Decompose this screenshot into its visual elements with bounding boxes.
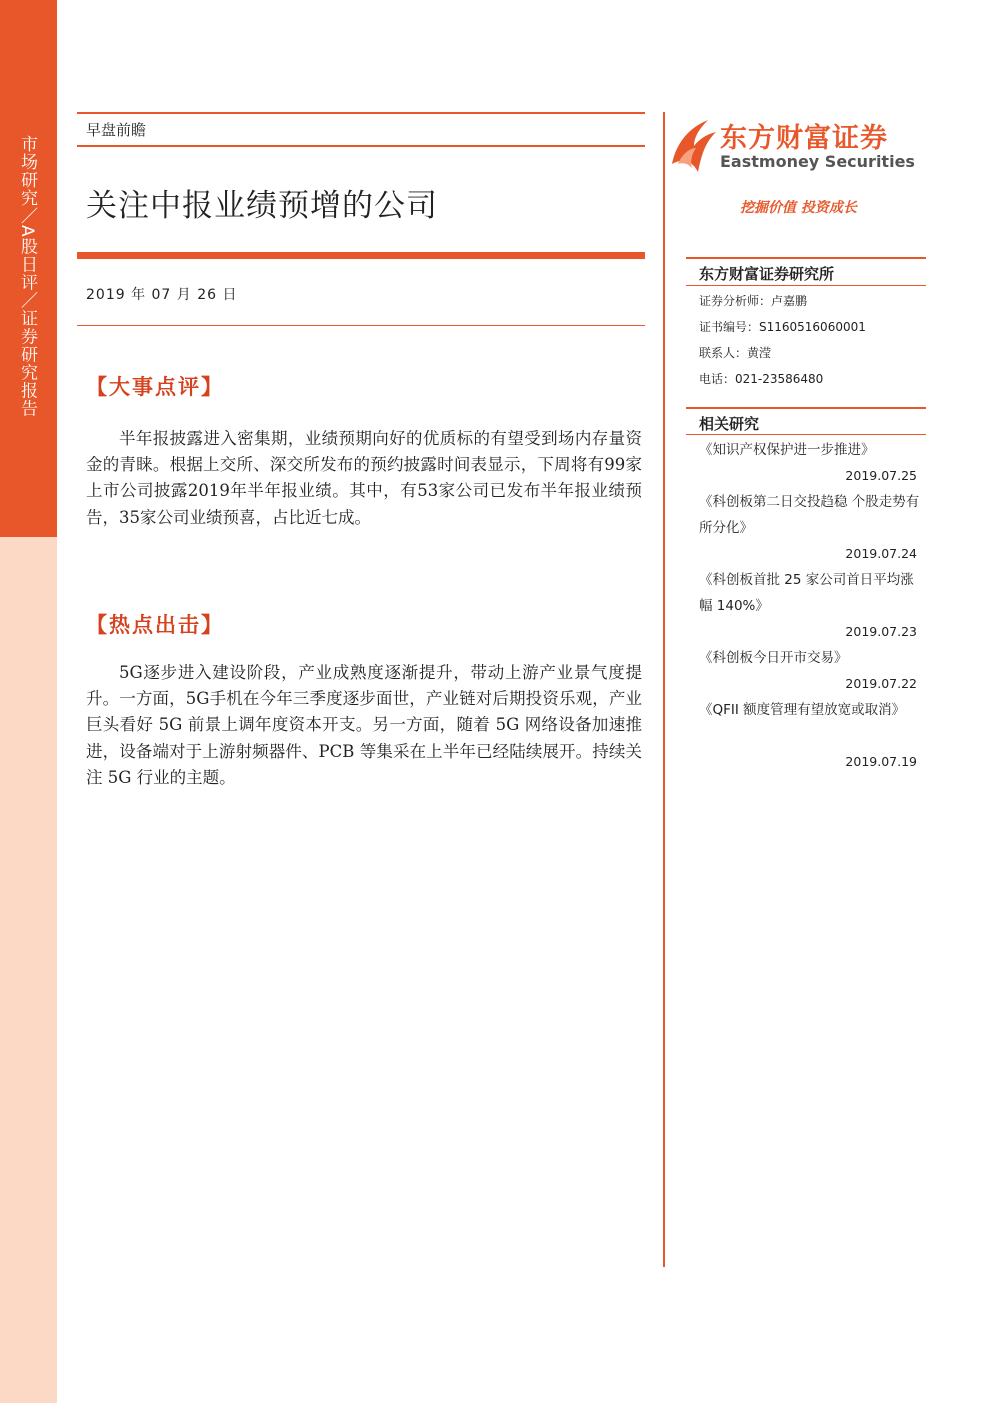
related-item-date: 2019.07.22 <box>845 676 917 691</box>
brand-name-en: Eastmoney Securities <box>720 152 915 171</box>
title-thick-rule <box>77 252 645 259</box>
brand-name-cn: 东方财富证券 <box>720 123 888 154</box>
related-heading-rule <box>686 434 926 435</box>
report-series: 早盘前瞻 <box>86 121 147 139</box>
certificate-number: 证书编号：S1160516060001 <box>699 320 866 334</box>
header-top-rule <box>77 112 645 114</box>
section-heading-hotspot: 【热点出击】 <box>86 612 224 637</box>
institute-heading-rule <box>686 285 926 286</box>
sidebar-category-text: 市场研究／A股日评／证券研究报告 <box>17 135 37 418</box>
related-item-date: 2019.07.24 <box>845 546 917 561</box>
column-divider <box>663 112 665 1267</box>
related-item-date: 2019.07.25 <box>845 468 917 483</box>
related-item-title[interactable]: 《科创板今日开市交易》 <box>699 650 848 666</box>
report-title: 关注中报业绩预增的公司 <box>86 188 438 224</box>
institute-top-rule <box>686 257 926 259</box>
related-item-title[interactable]: 《科创板第二日交投趋稳 个股走势有所分化》 <box>699 494 920 536</box>
related-item-title[interactable]: 《QFII 额度管理有望放宽或取消》 <box>699 702 906 718</box>
section-heading-major-events: 【大事点评】 <box>86 374 224 399</box>
sidebar-light <box>0 537 57 1403</box>
header-series-rule <box>77 145 645 147</box>
analyst-name: 证券分析师：卢嘉鹏 <box>699 294 808 308</box>
brand-logo <box>668 114 918 176</box>
related-item-date: 2019.07.23 <box>845 624 917 639</box>
related-item-title[interactable]: 《科创板首批 25 家公司首日平均涨幅 140%》 <box>699 572 914 614</box>
related-item-title[interactable]: 《知识产权保护进一步推进》 <box>699 442 875 458</box>
date-rule <box>77 325 645 326</box>
institute-heading: 东方财富证券研究所 <box>699 265 835 283</box>
brand-flame-icon <box>668 114 718 176</box>
contact-person: 联系人：黄滢 <box>699 346 772 360</box>
brand-slogan: 挖掘价值 投资成长 <box>740 200 857 216</box>
report-date: 2019 年 07 月 26 日 <box>86 287 238 303</box>
section-body-hotspot: 5G逐步进入建设阶段，产业成熟度逐渐提升，带动上游产业景气度提升。一方面，5G手机在今年三季度逐步面世，产业链对后期投资乐观，产业巨头看好 5G 前景上调年度资本开支。另一方面，随着 5G 网络设备加速推进，设备端对于上游射频器件、PCB 等集采在上半年已经陆续展开。持续关注 5G 行业的主题。 <box>86 663 642 787</box>
contact-phone: 电话：021-23586480 <box>699 372 824 386</box>
related-top-rule <box>686 407 926 409</box>
related-heading: 相关研究 <box>699 415 760 433</box>
related-item-date: 2019.07.19 <box>845 754 917 769</box>
section-body-major-events: 半年报披露进入密集期，业绩预期向好的优质标的有望受到场内存量资金的青睐。根据上交所、深交所发布的预约披露时间表显示，下周将有99家上市公司披露2019年半年报业绩。其中，有53家公司已发布半年报业绩预告，35家公司业绩预喜，占比近七成。 <box>86 429 642 527</box>
